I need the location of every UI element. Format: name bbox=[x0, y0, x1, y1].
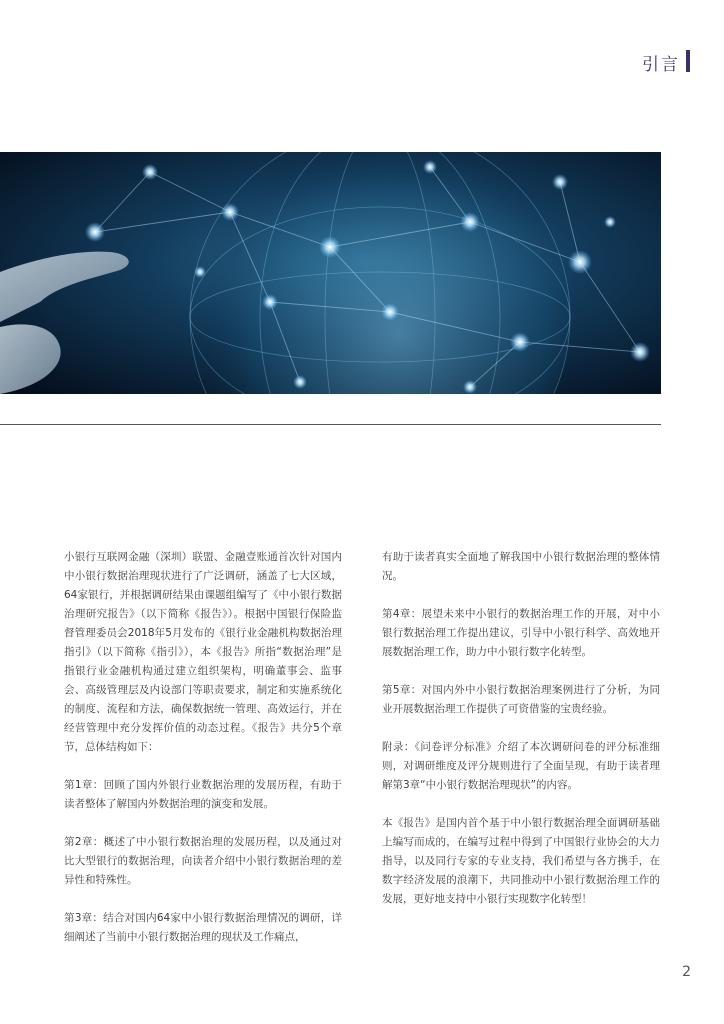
appendix-paragraph: 附录：《问卷评分标准》介绍了本次调研问卷的评分标准细则，对调研维度及评分规则进行了全面呈现，有助于读者理解第3章“中小银行数据治理现状”的内容。 bbox=[382, 741, 660, 791]
page-number: 2 bbox=[682, 964, 691, 980]
globe-network-hand-image bbox=[0, 152, 661, 394]
chapter-5-paragraph: 第5章：对国内外中小银行数据治理案例进行了分析，为同业开展数据治理工作提供了可资借鉴的宝贵经验。 bbox=[382, 684, 660, 715]
section-title: 引言 bbox=[642, 55, 680, 75]
right-text-column bbox=[382, 548, 660, 928]
chapter-4-paragraph: 第4章：展望未来中小银行的数据治理工作的开展，对中小银行数据治理工作提出建议，引导中小银行科学、高效地开展数据治理工作，助力中小银行数字化转型。 bbox=[382, 608, 660, 658]
hero-image bbox=[0, 152, 661, 394]
horizontal-divider bbox=[0, 424, 661, 425]
chapter-1-paragraph: 第1章：回顾了国内外银行业数据治理的发展历程，有助于读者整体了解国内外数据治理的演变和发展。 bbox=[64, 779, 342, 810]
chapter-2-paragraph: 第2章：概述了中小银行数据治理的发展历程，以及通过对比大型银行的数据治理，向读者介绍中小银行数据治理的差异性和特殊性。 bbox=[64, 836, 342, 886]
intro-paragraph: 小银行互联网金融（深圳）联盟、金融壹账通首次针对国内中小银行数据治理现状进行了广泛调研，涵盖了七大区域，64家银行，并根据调研结果由课题组编写了《中小银行数据治理研究报告》（以下简称《报告》）。根据中国银行保险监督管理委员会2018年5月发布的《银行业金融机构数据治理指引》（以下简称《指引》），本《报告》所指“数据治理”是指银行业金融机构通过建立组织架构，明确董事会、监事会、高级管理层及内设部门等职责要求，制定和实施系统化的制度、流程和方法，确保数据统一管理、高效运行，并在经营管理中充分发挥价值的动态过程。《报告》共分5个章节，总体结构如下： bbox=[64, 551, 342, 753]
section-title-bar bbox=[686, 50, 690, 72]
chapter-3-continued-paragraph: 有助于读者真实全面地了解我国中小银行数据治理的整体情况。 bbox=[382, 551, 660, 582]
chapter-3-paragraph: 第3章：结合对国内64家中小银行数据治理情况的调研，详细阐述了当前中小银行数据治理的现状及工作痛点， bbox=[64, 912, 342, 943]
closing-paragraph: 本《报告》是国内首个基于中小银行数据治理全面调研基础上编写而成的，在编写过程中得到了中国银行业协会的大力指导，以及同行专家的专业支持，我们希望与各方携手，在数字经济发展的浪潮下，共同推动中小银行数据治理工作的发展，更好地支持中小银行实现数字化转型！ bbox=[382, 817, 660, 905]
left-text-column bbox=[64, 548, 342, 966]
